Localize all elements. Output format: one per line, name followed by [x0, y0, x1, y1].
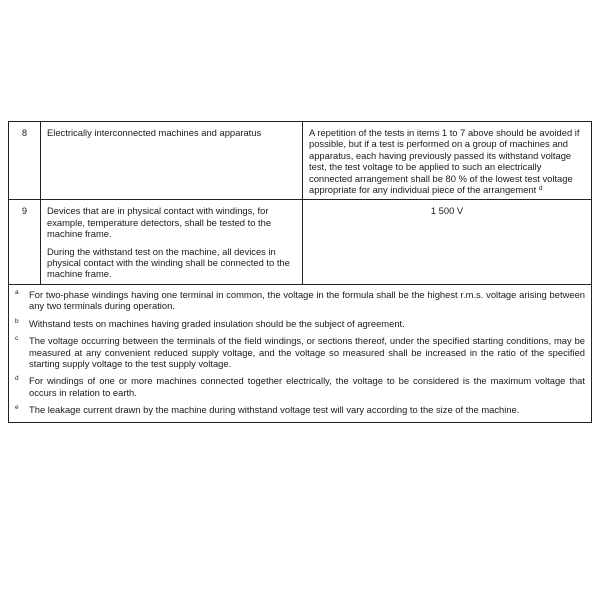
- description-paragraph: Electrically interconnected machines and apparatus: [47, 127, 262, 138]
- item-description: [41, 122, 303, 200]
- requirement-text: A repetition of the tests in items 1 to 7 above should be avoided if possible, but if a test is performed on a group of machines and apparatus, each having previously passed its withstand voltage test, the test voltage to be applied to such an electrically connected arrangement shall be 80 % of the lowest test voltage appropriate for any individual piece of the arrangement: [309, 127, 580, 196]
- test-voltage-requirement: [303, 122, 592, 200]
- footnote-letter: e: [15, 404, 19, 412]
- item-description: [41, 200, 303, 284]
- requirement-text: 1 500 V: [430, 205, 464, 217]
- footnote-letter: a: [15, 288, 19, 296]
- table-footnotes: [8, 285, 592, 423]
- table-row: [9, 200, 592, 284]
- standard-table-excerpt: [8, 121, 592, 423]
- item-number: 8: [9, 122, 41, 200]
- description-paragraph: Devices that are in physical contact with windings, for example, temperature detectors, shall be tested to the machine frame.: [47, 205, 272, 240]
- footnote-letter: c: [15, 335, 19, 343]
- item-number: 9: [9, 200, 41, 284]
- description-paragraph: During the withstand test on the machine, all devices in physical contact with the winding shall be connected to the machine frame.: [47, 245, 290, 280]
- footnote-text: The leakage current drawn by the machine during withstand voltage test will vary according to the size of the machine.: [29, 404, 520, 416]
- footnote: [15, 318, 585, 329]
- footnote-text: Withstand tests on machines having graded insulation should be the subject of agreement.: [29, 317, 405, 329]
- footnote: [15, 335, 585, 369]
- table-row: [9, 122, 592, 200]
- footnote: [15, 289, 585, 312]
- footnote-text: For two-phase windings having one terminal in common, the voltage in the formula shall be the highest r.m.s. voltage arising between any two terminals during operation.: [29, 288, 585, 312]
- footnote-letter: b: [15, 317, 19, 325]
- footnote: [15, 404, 585, 415]
- footnote: [15, 375, 585, 398]
- footnote-text: For windings of one or more machines connected together electrically, the voltage to be considered is the maximum voltage that occurs in relation to earth.: [29, 375, 585, 398]
- test-voltage-table: [8, 121, 592, 285]
- footnote-text: The voltage occurring between the terminals of the field windings, or sections thereof, under the specified starting conditions, may be measured at any convenient reduced supply voltage, and the voltage so measured shall be increased in the ratio of the specified starting supply voltage to the test supply voltage.: [29, 335, 585, 369]
- footnote-letter: d: [15, 375, 19, 383]
- footnote-reference: d: [538, 185, 543, 193]
- test-voltage-requirement: [303, 200, 592, 284]
